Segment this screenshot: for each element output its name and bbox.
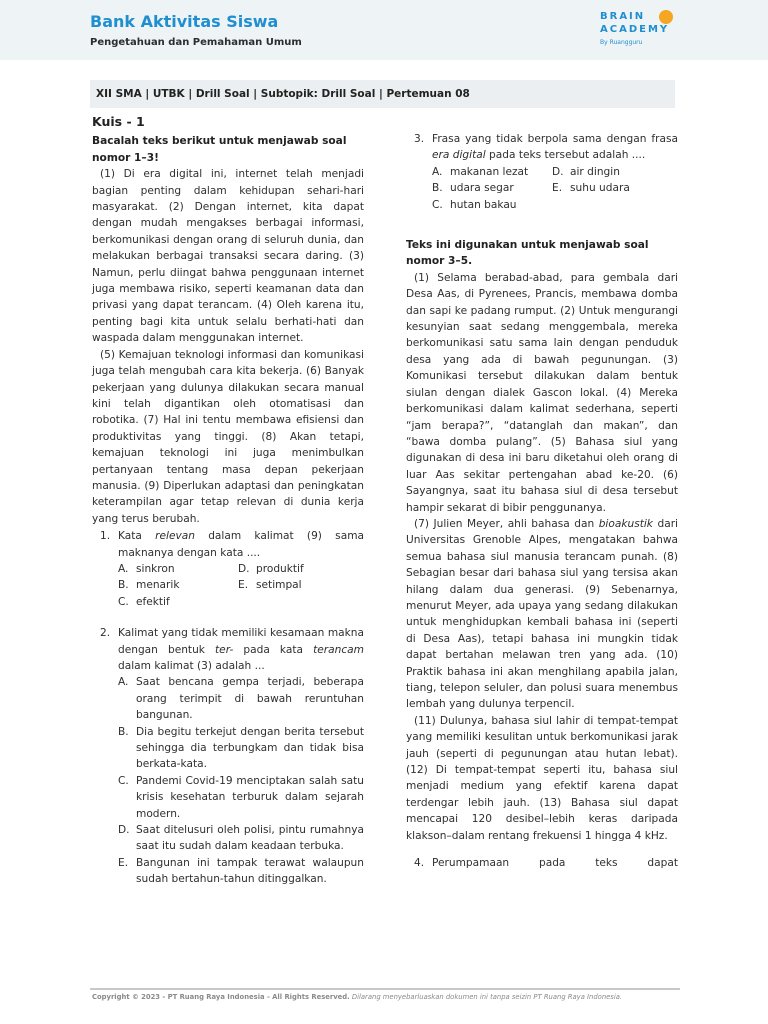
question-text: Frasa yang tidak berpola sama dengan frasa era digital pada teks tersebut adalah .... [432, 133, 678, 162]
option-d[interactable]: D. Saat ditelusuri oleh polisi, pintu rumahnya saat itu sudah dalam keadaan terbuka. [118, 824, 364, 853]
quiz-title: Kuis - 1 [92, 114, 145, 129]
passage1-paragraph-1: (1) Di era digital ini, internet telah menjadi bagian penting dalam kehidupan sehari-hari masyarakat. (2) Dengan internet, kita dapat dengan mudah mengakses berbagai informasi, berkomunikasi dengan orang di seluruh dunia, dan melakukan berbagai transaksi secara daring. (3) Namun, perlu diingat bahwa penggunaan internet juga membawa risiko, seperti keamanan data dan privasi yang dapat terancam. (4) Oleh karena itu, penting bagi kita untuk selalu berhati-hati dan waspada dalam menggunakan internet. [92, 168, 364, 345]
question-number: 1. [100, 530, 111, 543]
brain-academy-logo [600, 10, 680, 50]
option-d[interactable]: D. air dingin [552, 165, 620, 178]
passage2-intro: Teks ini digunakan untuk menjawab soal nomor 3–5. [406, 239, 649, 268]
option-e[interactable]: E. setimpal [238, 579, 302, 592]
header-title: Bank Aktivitas Siswa [90, 12, 279, 31]
passage2-paragraph-1: (1) Selama berabad-abad, para gembala dari Desa Aas, di Pyrenees, Prancis, membawa domba dan sapi ke padang rumput. (2) Untuk mengurangi kesunyian saat sedang menggembala, mereka berkomunikasi satu sama lain dengan penduduk desa yang ada di bawah pegunungan. (3) Komunikasi tersebut dilakukan dalam bentuk siulan dengan dialek Gascon lokal. (4) Mereka berkomunikasi dalam kalimat sederhana, seperti “jam berapa?”, “datanglah dan makan”, dan “bawa domba pulang”. (5) Bahasa siul yang digunakan di desa ini baru diketahui oleh orang di luar Aas sekitar pertengahan abad ke-20. (6) Sayangnya, saat itu bahasa siul di desa tersebut hampir sekarat di bibir penggunanya. [406, 271, 678, 514]
passage2-paragraph-3: (11) Dulunya, bahasa siul lahir di tempat-tempat yang memiliki kesulitan untuk berkomunikasi jarak jauh (seperti di pegunungan atau hutan lebat). (12) Di tempat-tempat seperti itu, bahasa siul menjadi medium yang efektif karena dapat terdengar lebih jauh. (13) Bahasa siul dapat mencapai 120 desibel–lebih keras daripada klakson–dalam rentang frekuensi 1 hingga 4 kHz. [406, 714, 678, 842]
passage1-intro: Bacalah teks berikut untuk menjawab soal nomor 1–3! [92, 135, 347, 164]
passage2-paragraph-2: (7) Julien Meyer, ahli bahasa dan bioakustik dari Universitas Grenoble Alpes, mengatakan bahwa semua bahasa siul manusia terancam punah. (8) Sebagian besar dari bahasa siul yang tersisa akan hilang dalam dua generasi. (9) Sebenarnya, menurut Meyer, ada upaya yang sedang dilakukan untuk menghidupkan kembali bahasa ini (seperti di Desa Aas), tetapi bahasa ini mungkin tidak dapat bertahan melawan tren yang ada. (10) Praktik bahasa ini akan menghilang apabila jalan, tiang, telepon seluler, dan polusi suara menembus lembah yang dulunya terpencil. [406, 517, 678, 711]
question-4 [406, 855, 678, 871]
option-e[interactable]: E. Bangunan ini tampak terawat walaupun sudah bertahun-tahun ditinggalkan. [118, 856, 364, 886]
option-b[interactable]: B. Dia begitu terkejut dengan berita tersebut sehingga dia terbungkam dan tidak bisa berkata-kata. [118, 725, 364, 771]
header-subtitle: Pengetahuan dan Pemahaman Umum [90, 37, 302, 48]
question-1-options [118, 561, 364, 610]
option-e[interactable]: E. suhu udara [552, 182, 630, 195]
logo-text-line2: ACADEMY [600, 24, 670, 35]
option-a[interactable]: A. sinkron [118, 562, 175, 575]
option-c[interactable]: C. efektif [118, 595, 170, 608]
option-d[interactable]: D. produktif [238, 562, 304, 575]
option-a[interactable]: A. Saat bencana gempa terjadi, beberapa orang terimpit di bawah reruntuhan bangunan. [118, 676, 364, 722]
footer-divider [90, 988, 680, 990]
question-2-options [118, 674, 364, 887]
question-3 [406, 131, 678, 164]
meta-bar: XII SMA | UTBK | Drill Soal | Subtopik: Drill Soal | Pertemuan 08 [90, 80, 675, 108]
question-1 [92, 528, 364, 561]
copyright-footer: Copyright © 2023 - PT Ruang Raya Indonesia - All Rights Reserved. Dilarang menyebarluaskan dokumen ini tanpa seizin PT Ruang Raya Indonesia. [92, 993, 623, 1001]
option-a[interactable]: A. makanan lezat [432, 165, 529, 178]
question-number: 2. [100, 627, 111, 640]
page-header [0, 0, 768, 60]
question-text: Kata relevan dalam kalimat (9) sama maknanya dengan kata .... [118, 530, 365, 559]
question-number: 3. [414, 133, 425, 145]
passage1-paragraph-2: (5) Kemajuan teknologi informasi dan komunikasi juga telah mengubah cara kita bekerja. (6) Banyak pekerjaan yang dulunya dilakukan secara manual kini telah digantikan oleh otomatisasi dan robotika. (7) Hal ini tentu membawa efisiensi dan produktivitas yang tinggi. (8) Akan tetapi, kemajuan teknologi ini juga menimbulkan pertanyaan tentang masa depan pekerjaan manusia. (9) Diperlukan adaptasi dan peningkatan keterampilan agar tetap relevan di dunia kerja yang terus berubah. [92, 348, 364, 525]
option-c[interactable]: C. hutan bakau [432, 198, 517, 211]
option-b[interactable]: B. menarik [118, 579, 180, 592]
right-column [406, 130, 678, 871]
option-c[interactable]: C. Pandemi Covid-19 menciptakan salah satu krisis kesehatan terburuk dalam sejarah modern. [118, 774, 364, 820]
lightbulb-icon [659, 10, 673, 24]
logo-byline: By Ruangguru [600, 39, 643, 46]
left-column [92, 114, 364, 888]
question-2 [92, 625, 364, 674]
question-text: Perumpamaan pada teks dapat [432, 857, 678, 870]
logo-text-line1: BRAIN [600, 11, 646, 22]
option-b[interactable]: B. udara segar [432, 182, 514, 195]
question-text: Kalimat yang tidak memiliki kesamaan makna dengan bentuk ter- pada kata terancam dalam kalimat (3) adalah ... [118, 627, 364, 672]
question-number: 4. [414, 857, 425, 870]
question-3-options [432, 164, 678, 213]
